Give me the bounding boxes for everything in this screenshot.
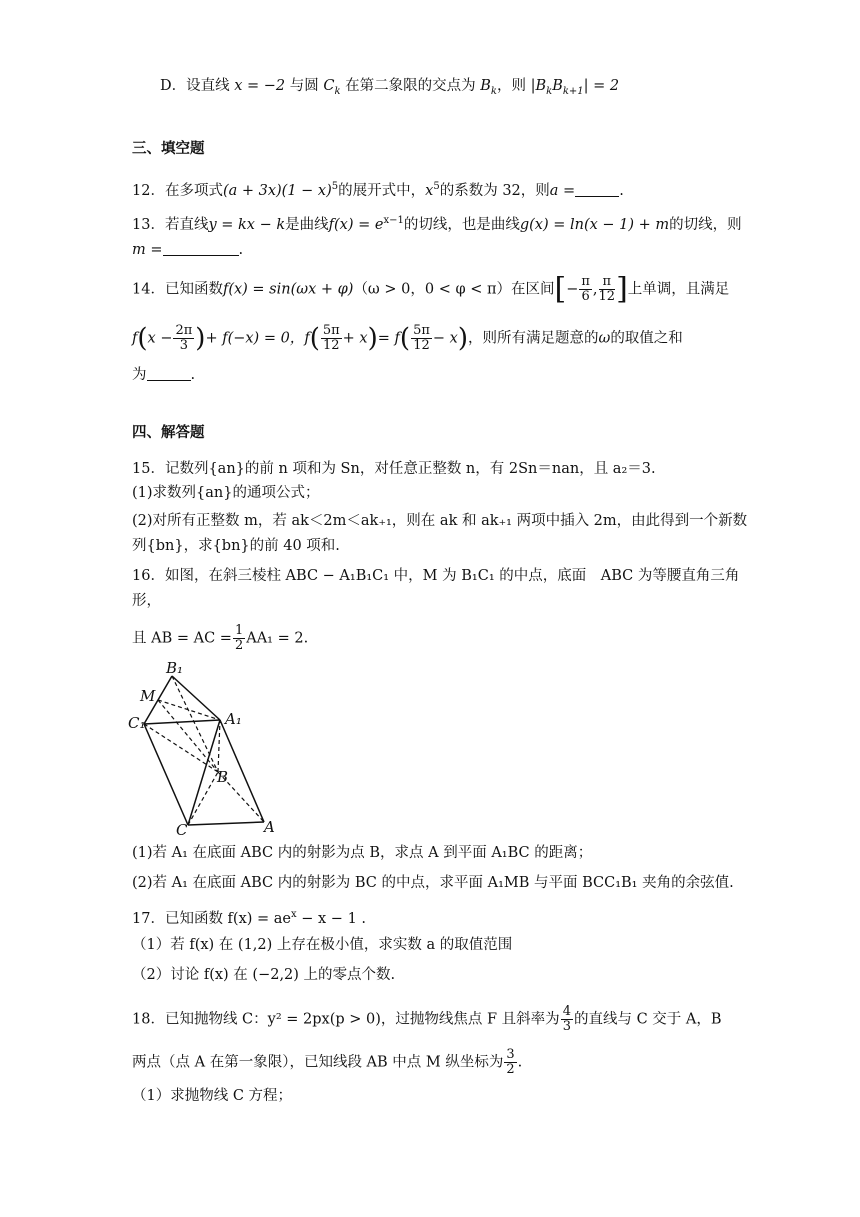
- math: ω: [598, 330, 611, 347]
- fraction: [504, 1048, 516, 1077]
- math: g(x) = ln(x − 1) + m: [519, 216, 670, 233]
- bracket: ]: [616, 271, 628, 307]
- text: 在第二象限的交点为: [340, 78, 481, 94]
- label-c: C: [176, 821, 188, 836]
- numerator: π: [581, 274, 590, 289]
- question-16-line2: 形，: [132, 593, 161, 609]
- text: 的取值之和: [610, 330, 683, 347]
- text: AA₁ = 2.: [246, 630, 309, 647]
- math: y = kx − k: [208, 216, 286, 233]
- math: = f: [377, 330, 400, 347]
- text: .: [190, 367, 196, 383]
- question-15-line1: 15．记数列{an}的前 n 项和为 Sn，对任意正整数 n，有 2Sn＝nan，且 a₂＝3.: [132, 461, 656, 477]
- text: 14．已知函数: [132, 281, 223, 298]
- math: x = −2: [234, 78, 286, 94]
- label-a: A: [264, 818, 275, 836]
- text: 上单调，且满足: [627, 281, 730, 298]
- text: D．设直线: [160, 78, 235, 94]
- math: |B: [530, 78, 547, 94]
- text: ，则所有满足题意的: [467, 330, 599, 347]
- math: k: [334, 85, 341, 97]
- paren: (: [137, 323, 148, 354]
- option-d: [160, 76, 619, 102]
- question-16-line3: [132, 624, 308, 653]
- text: 是曲线: [285, 216, 329, 233]
- math: B: [480, 78, 491, 94]
- paren: ): [457, 323, 468, 354]
- numerator: 2π: [175, 323, 193, 338]
- question-16-part2: (2)若 A₁ 在底面 ABC 内的射影为 BC 的中点，求平面 A₁MB 与平面 BCC₁B₁ 夹角的余弦值.: [132, 875, 734, 891]
- question-13-line2: [132, 240, 243, 260]
- text: 为: [132, 367, 147, 383]
- math: x: [291, 909, 297, 920]
- edge-a1-c: [188, 720, 220, 825]
- denominator: 12: [413, 338, 430, 353]
- math: | = 2: [583, 78, 620, 94]
- text: 与圆: [285, 78, 324, 94]
- question-17-line1: [132, 905, 366, 929]
- text: 12．在多项式: [132, 182, 223, 199]
- fraction: [321, 324, 342, 353]
- math: k+1: [562, 85, 584, 97]
- text: .: [238, 242, 244, 258]
- math: + x: [342, 330, 368, 347]
- question-16-line1: 16．如图，在斜三棱柱 ABC − A₁B₁C₁ 中，M 为 B₁C₁ 的中点，底面 ABC 为等腰直角三角: [132, 568, 740, 584]
- question-18-line3: （1）求抛物线 C 方程；: [132, 1088, 293, 1104]
- text: 的切线，则: [669, 216, 742, 233]
- math: f: [132, 330, 138, 347]
- question-18-line1: [132, 1005, 722, 1034]
- math: 5: [331, 181, 339, 192]
- numerator: 5π: [322, 323, 340, 338]
- denominator: 3: [179, 338, 189, 353]
- edge-m-a1: [158, 700, 220, 720]
- label-b: B: [217, 768, 229, 786]
- numerator: π: [599, 275, 616, 290]
- edge-c-a: [188, 822, 264, 825]
- numerator: 1: [234, 623, 244, 638]
- edge-c1-c: [144, 724, 188, 825]
- math: k: [546, 85, 553, 97]
- section-4-heading: 四、解答题: [132, 424, 205, 441]
- text: 18．已知抛物线 C：y² = 2px(p > 0)，过抛物线焦点 F 且斜率为: [132, 1011, 560, 1028]
- edge-c-b: [188, 772, 218, 825]
- text: 17．已知函数 f(x) = ae: [132, 910, 292, 927]
- text: 的切线，也是曲线: [403, 216, 520, 233]
- question-15-line2: (1)求数列{an}的通项公式；: [132, 485, 320, 501]
- math: x: [425, 182, 434, 199]
- text: .: [517, 1054, 523, 1071]
- math: 5: [433, 181, 440, 192]
- text: （ω > 0，0 < φ < π）在区间: [353, 281, 555, 298]
- question-17-line3: （2）讨论 f(x) 在 (−2,2) 上的零点个数.: [132, 967, 396, 983]
- label-a1: A₁: [225, 710, 242, 728]
- numerator: 3: [506, 1047, 515, 1062]
- text: − x − 1 .: [296, 910, 367, 927]
- denominator: 2: [234, 638, 244, 653]
- denominator: 6: [581, 289, 590, 304]
- text: 的展开式中，: [338, 182, 426, 199]
- edge-b1-a1: [172, 676, 220, 720]
- math: x −: [147, 330, 173, 347]
- denominator: 2: [506, 1062, 515, 1077]
- fraction: [173, 324, 194, 353]
- math: f(x) = sin(ωx + φ): [222, 281, 354, 298]
- text: 的直线与 C 交于 A，B: [573, 1011, 722, 1028]
- math: −: [566, 281, 579, 298]
- fraction: [599, 275, 616, 304]
- math: (a + 3x)(1 − x): [222, 182, 332, 199]
- edge-c1-a1: [144, 720, 220, 724]
- question-15-line4: 列{bn}，求{bn}的前 40 项和.: [132, 538, 340, 554]
- math: B: [552, 78, 563, 94]
- math: x−1: [383, 215, 404, 226]
- fraction: [561, 1005, 573, 1034]
- numerator: 4: [562, 1004, 571, 1019]
- denominator: 3: [562, 1019, 571, 1034]
- prism-figure: [128, 660, 288, 836]
- fraction: [233, 624, 245, 653]
- math: f(x) = e: [328, 216, 384, 233]
- fraction: [579, 275, 592, 304]
- math: k: [490, 85, 497, 97]
- answer-blank[interactable]: [147, 366, 191, 381]
- answer-blank[interactable]: [163, 241, 239, 256]
- math: + f(−x) = 0，: [205, 330, 305, 347]
- math: C: [323, 78, 335, 94]
- paren: ): [367, 323, 378, 354]
- denominator: 12: [598, 289, 616, 304]
- section-3-heading: 三、填空题: [132, 140, 205, 157]
- math: − x: [432, 330, 458, 347]
- text: ，则: [496, 78, 531, 94]
- paren: ): [195, 323, 206, 354]
- label-b1: B₁: [166, 660, 184, 677]
- text: 两点（点 A 在第一象限），已知线段 AB 中点 M 纵坐标为: [132, 1054, 504, 1071]
- question-16-part1: (1)若 A₁ 在底面 ABC 内的射影为点 B，求点 A 到平面 A₁BC 的距离；: [132, 845, 593, 861]
- denominator: 12: [322, 338, 340, 353]
- question-14-line3: [132, 365, 195, 385]
- math: f: [304, 330, 310, 347]
- math: a =: [549, 182, 576, 199]
- answer-blank[interactable]: [575, 182, 619, 197]
- label-m: M: [140, 687, 156, 705]
- question-14-line2: [132, 324, 683, 353]
- text: 的系数为 32，则: [439, 182, 550, 199]
- numerator: 5π: [413, 323, 430, 338]
- question-13: [132, 211, 742, 235]
- label-c1: C₁: [128, 714, 146, 732]
- paren: (: [309, 323, 320, 354]
- math: m =: [132, 242, 163, 258]
- question-15-line3: (2)对所有正整数 m，若 ak＜2m＜ak₊₁，则在 ak 和 ak₊₁ 两项中插入 2m，由此得到一个新数: [132, 513, 748, 529]
- edge-b1-b: [172, 676, 218, 772]
- question-14: 14．已知函数f(x) = sin(ωx + φ)（ω > 0，0 < φ < π）在区间[− $\frac{\pi}{6}$ , $\frac{\pi}{12}$ ]上单调，且满足: [132, 271, 730, 307]
- fraction: [411, 324, 432, 353]
- question-18-line2: [132, 1048, 522, 1077]
- text: 13．若直线: [132, 216, 209, 233]
- question-17-line2: （1）若 f(x) 在 (1,2) 上存在极小值，求实数 a 的取值范围: [132, 937, 513, 953]
- bracket: [: [554, 271, 567, 307]
- text: .: [619, 182, 624, 199]
- text: 且 AB = AC =: [132, 630, 232, 647]
- paren: (: [399, 323, 411, 354]
- question-12: [132, 177, 624, 201]
